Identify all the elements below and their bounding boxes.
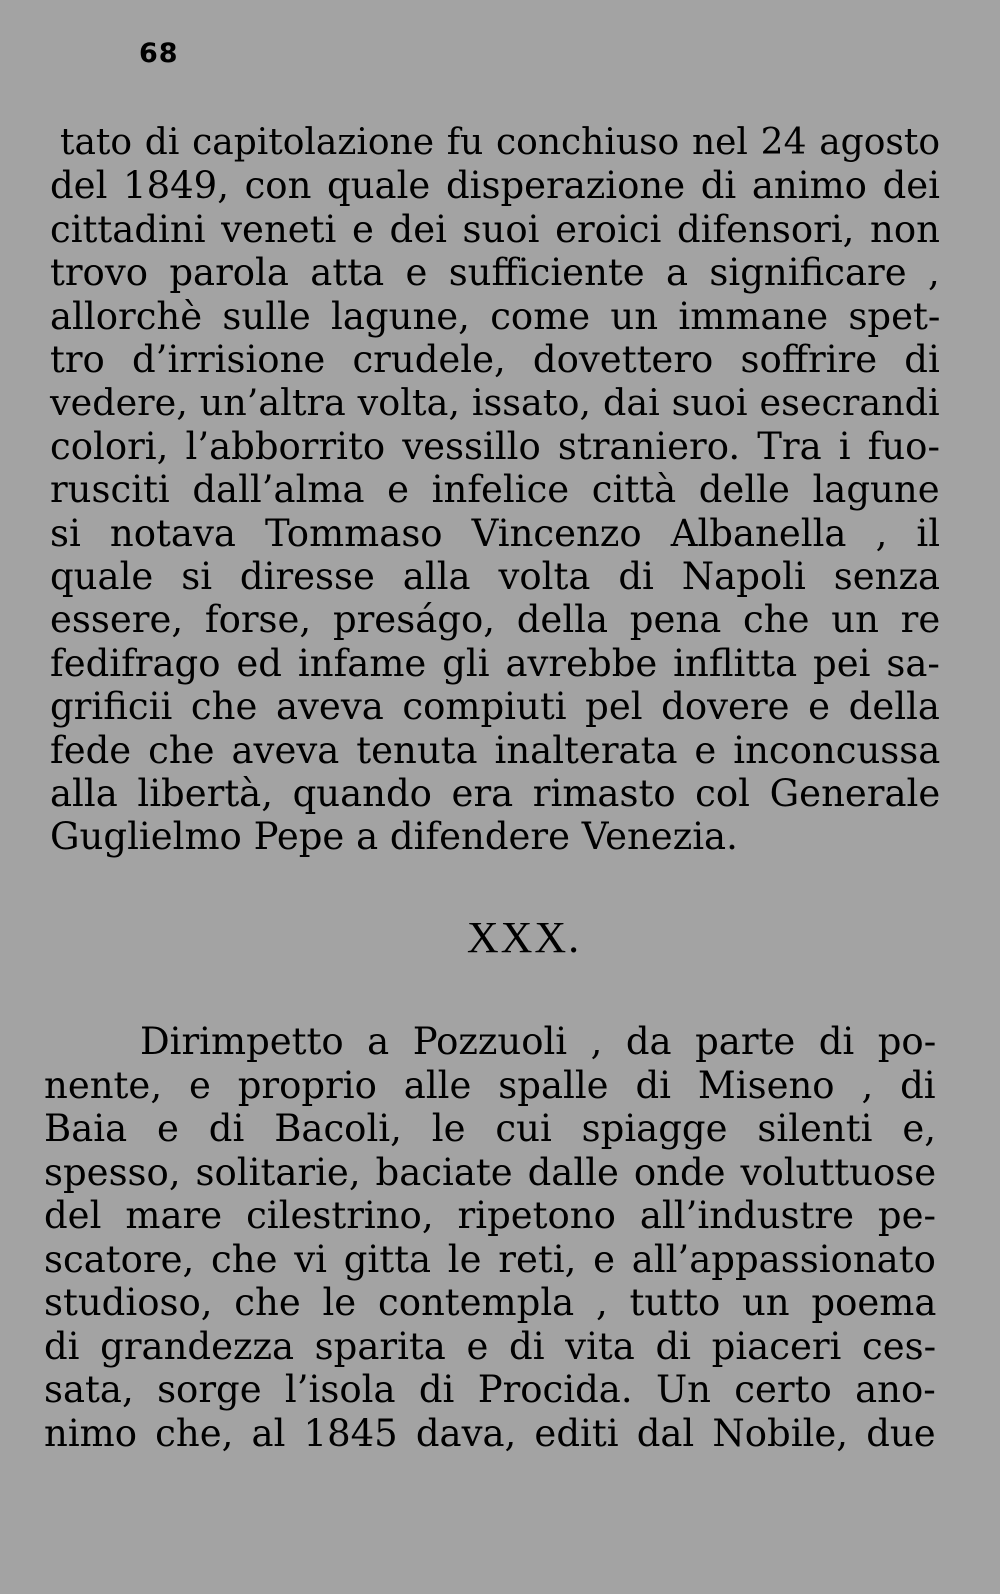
text-line: di grandezza sparita e di vita di piaceri ces-: [44, 1324, 937, 1368]
text-line: nente, e proprio alle spalle di Miseno , di: [44, 1063, 936, 1107]
text-line: si notava Tommaso Vincenzo Albanella , il: [50, 511, 941, 555]
text-line: del 1849, con quale disperazione di animo dei: [50, 164, 940, 208]
text-line: vedere, un’altra volta, issato, dai suoi esecrandi: [50, 381, 940, 425]
text-line: alla libertà, quando era rimasto col Generale: [50, 772, 941, 815]
text-line: del mare cilestrino, ripetono all’industre pe-: [44, 1194, 937, 1237]
text-line: Guglielmo Pepe a difendere Venezia.: [50, 815, 738, 859]
section-heading: XXX.: [466, 913, 582, 962]
text-line: scatore, che vi gitta le reti, e all’appassionato: [44, 1237, 936, 1281]
text-line: tato di capitolazione fu conchiuso nel 24 agosto: [60, 122, 941, 163]
text-line: nimo che, al 1845 dava, editi dal Nobile, due: [44, 1411, 936, 1455]
text-line: studioso, che le contempla , tutto un poema: [44, 1281, 937, 1324]
page-number: 68: [139, 38, 179, 69]
text-line: Baia e di Bacoli, le cui spiagge silenti e,: [44, 1107, 937, 1150]
text-line: trovo parola atta e sufficiente a significare ,: [50, 251, 940, 295]
text-line: essere, forse, preságo, della pena che un re: [50, 598, 941, 642]
text-line: cittadini veneti e dei suoi eroici difensori, non: [50, 207, 940, 251]
text-line: fedifrago ed infame gli avrebbe inflitta pei sa-: [50, 641, 940, 685]
text-line: spesso, solitarie, baciate dalle onde voluttuose: [44, 1150, 937, 1194]
text-line: grificii che aveva compiuti pel dovere e della: [50, 685, 940, 729]
text-line: Dirimpetto a Pozzuoli , da parte di po-: [140, 1020, 937, 1063]
text-line: colori, l’abborrito vessillo straniero. Tra i fuo-: [50, 424, 940, 468]
text-line: tro d’irrisione crudele, dovettero soffrire di: [50, 338, 940, 381]
text-line: rusciti dall’alma e infelice città delle lagune: [50, 468, 940, 512]
text-line: quale si diresse alla volta di Napoli senza: [50, 555, 940, 598]
text-line: allorchè sulle lagune, come un immane spet-: [50, 294, 941, 338]
text-line: fede che aveva tenuta inalterata e inconcussa: [50, 728, 941, 772]
text-line: sata, sorge l’isola di Procida. Un certo ano-: [44, 1368, 936, 1411]
